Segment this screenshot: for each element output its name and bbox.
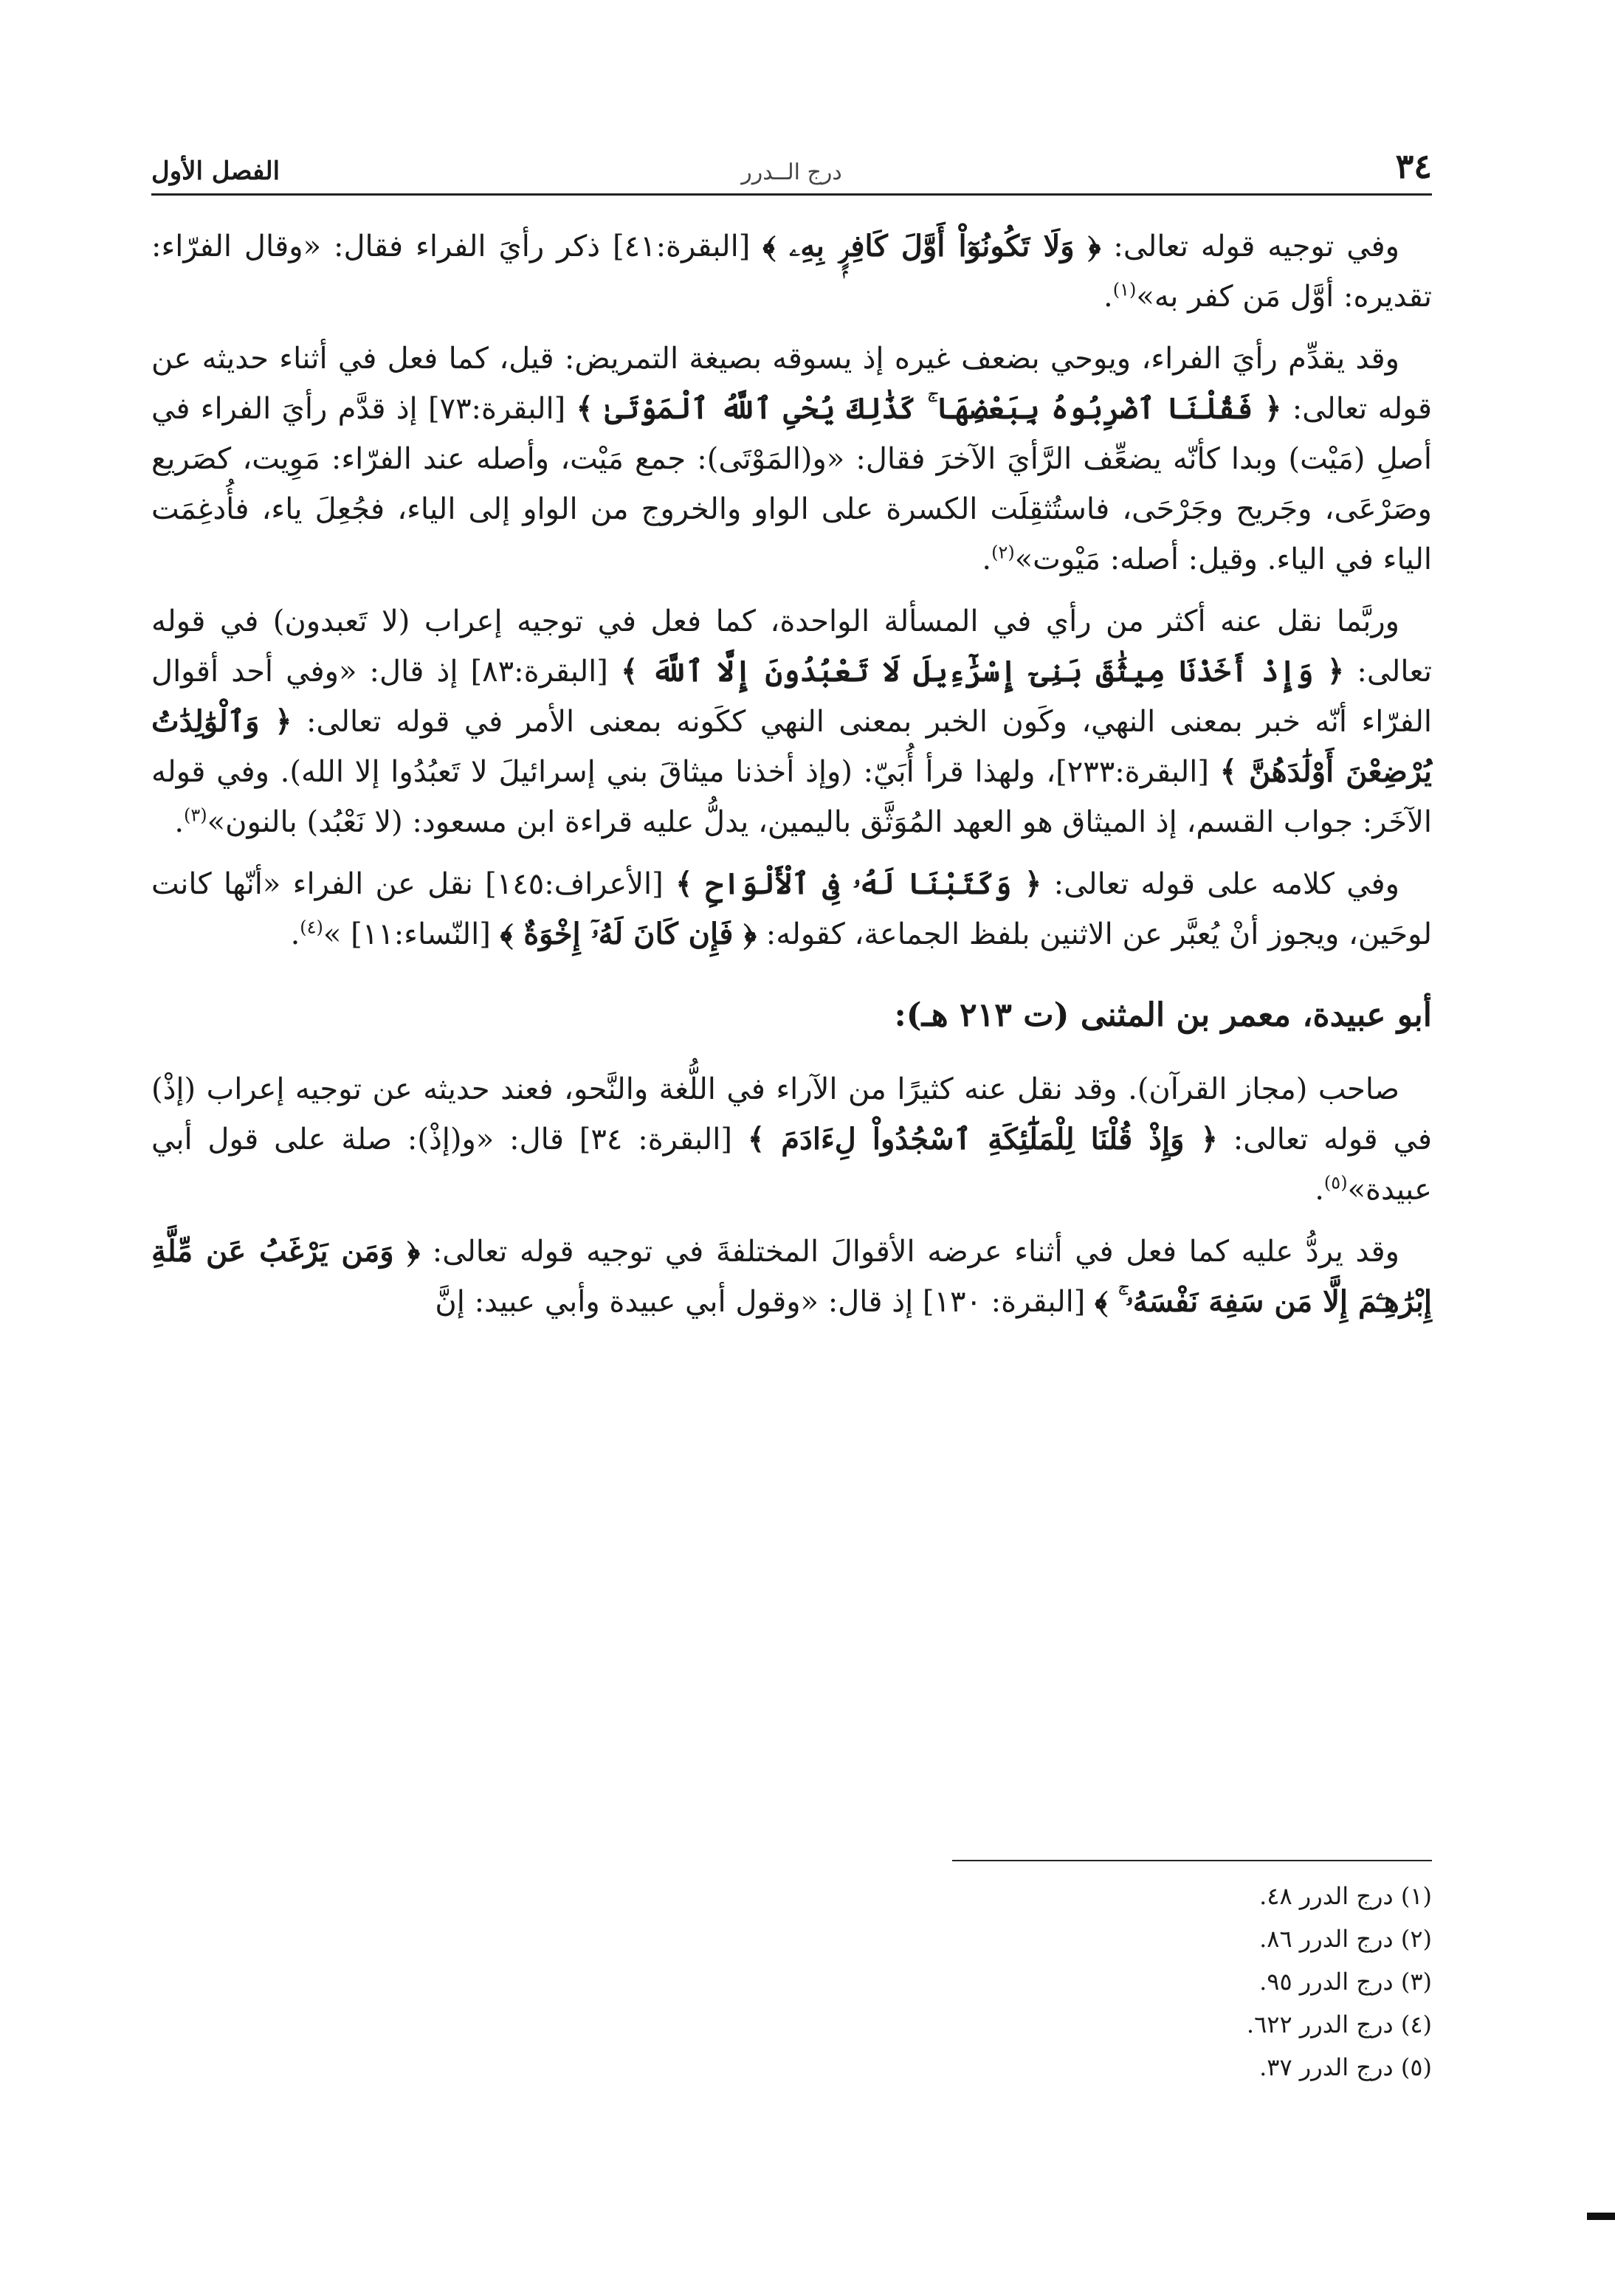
- running-book-title: درج الــدرر: [741, 159, 842, 185]
- paragraph-1: وفي توجيه قوله تعالى: ﴿ وَلَا تَكُونُوٓاْ أَوَّلَ كَافِرٍۭ بِهِۦ ﴾ [البقرة:٤١] ذكر رأيَ الفراء فقال: «وقال الفرّاء: تقديره: أوَّل مَن كفر به»$^{(١)}$.: [151, 229, 1432, 314]
- running-chapter-title: الفصل الأول: [151, 156, 280, 186]
- footnote-ref: (٤): [300, 917, 323, 938]
- header-rule: [151, 193, 1432, 196]
- footnote-ref: (١): [1112, 279, 1137, 300]
- footnote-1: (١) درج الدرر ٤٨.: [1259, 1882, 1432, 1910]
- paragraph-6: وقد يردُّ عليه كما فعل في أثناء عرضه الأقوالَ المختلفةَ في توجيه قوله تعالى: ﴿ وَمَن يَرْغَبُ عَن مِّلَّةِ إِبْرَٰهِـۧمَ إِلَّا مَن سَفِهَ نَفْسَهُۥ ۚ ﴾ [البقرة: ١٣٠] إذ قال: «وقول أبي عبيدة وأبي عبيد: إنَّ: [151, 1234, 1432, 1319]
- quran-verse: ﴿ وَمَن يَرْغَبُ عَن مِّلَّةِ إِبْرَٰهِـۧمَ إِلَّا مَن سَفِهَ نَفْسَهُۥ ۚ ﴾: [151, 1234, 1432, 1319]
- footnote-ref: (٣): [184, 804, 207, 826]
- footnote-4: (٤) درج الدرر ٦٢٢.: [1246, 2010, 1432, 2038]
- paragraph-5: صاحب (مجاز القرآن). وقد نقل عنه كثيرًا من الآراء في اللُّغة والنَّحو، فعند حديثه عن توجيه إعراب (إذْ) في قوله تعالى: ﴿ وَإِذْ قُلْنَا لِلْمَلَٰٓئِكَةِ ٱسْجُدُواْ لِءَادَمَ ﴾ [البقرة: ٣٤] قال: «و(إذْ): صلة على قول أبي عبيدة»$^{(٥)}$.: [151, 1072, 1432, 1207]
- paragraph-2: وقد يقدِّم رأيَ الفراء، ويوحي بضعف غيره إذ يسوقه بصيغة التمريض: قيل، كما فعل في أثناء حديثه عن قوله تعالى: ﴿ فَقُلْنَا ٱضْرِبُوهُ بِبَعْضِهَا ۚ كَذَٰلِكَ يُحْىِ ٱللَّهُ ٱلْمَوْتَىٰ ﴾ [البقرة:٧٣] إذ قدَّم رأيَ الفراء في أصلِ (مَيْت) وبدا كأنّه يضعِّف الرَّأيَ الآخرَ فقال: «و(المَوْتَى): جمع مَيْت، وأصله عند الفرّاء: مَوِيت، كصَريع وصَرْعَى، وجَريح وجَرْحَى، فاستُثقِلَت الكسرة على الواو والخروج من الواو إلى الياء، فجُعِلَ ياء، فأُدغِمَت الياء في الياء. وقيل: أصله: مَيْوت»$^{(٢)}$.: [151, 342, 1433, 576]
- main-text: [151, 221, 1432, 1339]
- page-edge-mark: [1587, 2213, 1615, 2220]
- footnote-3: (٣) درج الدرر ٩٥.: [1259, 1968, 1432, 1996]
- section-heading: أبو عبيدة، معمر بن المثنى (ت ٢١٣ هـ):: [894, 996, 1432, 1034]
- footnote-ref: (٢): [991, 542, 1015, 563]
- quran-verse: ﴿ فَإِن كَانَ لَهُۥٓ إِخْوَةٌ ﴾: [500, 917, 757, 951]
- page-number: ٣٤: [1395, 146, 1432, 186]
- footnote-5: (٥) درج الدرر ٣٧.: [1259, 2053, 1432, 2081]
- quran-verse: ﴿ وَٱلْوَٰلِدَٰتُ يُرْضِعْنَ أَوْلَٰدَهُنَّ ﴾: [151, 704, 1432, 789]
- quran-verse: ﴿ وَكَتَبْنَا لَهُۥ فِى ٱلْأَلْوَاحِ ﴾: [675, 866, 1042, 901]
- paragraph-3: وربَّما نقل عنه أكثر من رأي في المسألة الواحدة، كما فعل في توجيه إعراب (لا تَعبدون) في قوله تعالى: ﴿ وَإِذْ أَخَذْنَا مِيثَٰقَ بَنِىٓ إِسْرَٰٓءِيلَ لَا تَعْبُدُونَ إِلَّا ٱللَّهَ ﴾ [البقرة:٨٣] إذ قال: «وفي أحد أقوال الفرّاء أنّه خبر بمعنى النهي، وكَون الخبر بمعنى النهي ككَونه بمعنى الأمر في قوله تعالى: ﴿ وَٱلْوَٰلِدَٰتُ يُرْضِعْنَ أَوْلَٰدَهُنَّ ﴾ [البقرة:٢٣٣]، ولهذا قرأ أُبَيّ: (وإذ أخذنا ميثاقَ بني إسرائيلَ لا تَعبُدُوا إلا الله). وفي قوله الآخَر: جواب القسم، إذ الميثاق هو العهد المُوَثَّق باليمين، يدلُّ عليه قراءة ابن مسعود: (لا نَعْبُد) بالنون»$^{(٣)}$.: [151, 604, 1432, 839]
- quran-verse: ﴿ وَإِذْ قُلْنَا لِلْمَلَٰٓئِكَةِ ٱسْجُدُواْ لِءَادَمَ ﴾: [747, 1122, 1218, 1156]
- footnote-ref: (٥): [1323, 1172, 1348, 1193]
- footnote-rule: [952, 1860, 1432, 1861]
- quran-verse: ﴿ وَلَا تَكُونُوٓاْ أَوَّلَ كَافِرٍۭ بِهِۦ ﴾: [762, 229, 1101, 263]
- page-header: [151, 146, 1432, 190]
- footnote-2: (٢) درج الدرر ٨٦.: [1259, 1925, 1432, 1953]
- footnotes: [960, 1875, 1432, 2089]
- paragraph-4: وفي كلامه على قوله تعالى: ﴿ وَكَتَبْنَا لَهُۥ فِى ٱلْأَلْوَاحِ ﴾ [الأعراف:١٤٥] نقل عن الفراء «أنّها كانت لوحَين، ويجوز أنْ يُعبَّر عن الاثنين بلفظ الجماعة، كقوله: ﴿ فَإِن كَانَ لَهُۥٓ إِخْوَةٌ ﴾ [النّساء:١١] »$^{(٤)}$.: [151, 866, 1432, 951]
- quran-verse: ﴿ وَإِذْ أَخَذْنَا مِيثَٰقَ بَنِىٓ إِسْرَٰٓءِيلَ لَا تَعْبُدُونَ إِلَّا ٱللَّهَ ﴾: [620, 654, 1345, 689]
- quran-verse: ﴿ فَقُلْنَا ٱضْرِبُوهُ بِبَعْضِهَا ۚ كَذَٰلِكَ يُحْىِ ٱللَّهُ ٱلْمَوْتَىٰ ﴾: [576, 391, 1282, 426]
